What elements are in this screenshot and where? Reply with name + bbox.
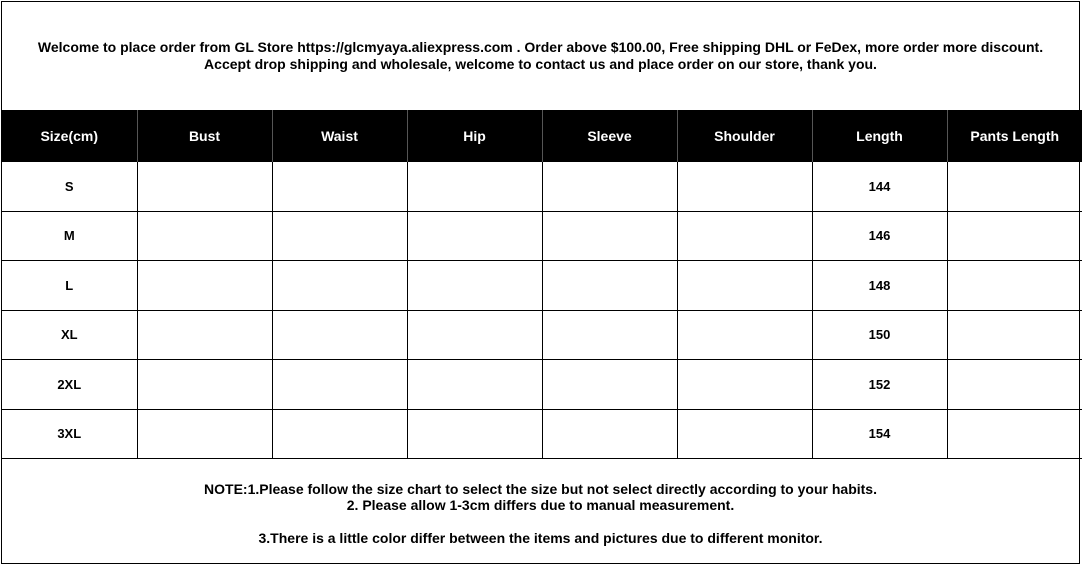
cell-hip: [407, 310, 542, 360]
cell-sleeve: [542, 211, 677, 261]
note-line-2: 2. Please allow 1-3cm differs due to manual measurement.: [346, 497, 735, 513]
table-row: [2, 310, 1082, 360]
header-line-2: Accept drop shipping and wholesale, welcome to contact us and place order on our store, thank you.: [204, 56, 877, 72]
cell-waist: [272, 409, 407, 459]
cell-size: 3XL: [2, 409, 137, 459]
cell-sleeve: [542, 409, 677, 459]
cell-length: 150: [812, 310, 947, 360]
cell-length: 154: [812, 409, 947, 459]
cell-bust: [137, 409, 272, 459]
cell-size: S: [2, 162, 137, 212]
cell-shoulder: [677, 211, 812, 261]
cell-shoulder: [677, 261, 812, 311]
cell-hip: [407, 211, 542, 261]
column-header-bust: Bust: [137, 110, 272, 162]
size-chart-frame: [1, 1, 1080, 564]
cell-bust: [137, 162, 272, 212]
cell-waist: [272, 162, 407, 212]
cell-sleeve: [542, 360, 677, 410]
notes-section: [2, 460, 1079, 564]
column-header-length: Length: [812, 110, 947, 162]
cell-shoulder: [677, 310, 812, 360]
cell-pants-length: [947, 310, 1082, 360]
cell-size: L: [2, 261, 137, 311]
cell-hip: [407, 409, 542, 459]
note-line-1: NOTE:1.Please follow the size chart to select the size but not select directly according to your habits.: [204, 481, 877, 497]
column-header-shoulder: Shoulder: [677, 110, 812, 162]
table-header-row: [2, 110, 1082, 162]
cell-shoulder: [677, 162, 812, 212]
cell-length: 146: [812, 211, 947, 261]
cell-pants-length: [947, 261, 1082, 311]
column-header-pants-length: Pants Length: [947, 110, 1082, 162]
cell-hip: [407, 261, 542, 311]
cell-sleeve: [542, 310, 677, 360]
cell-waist: [272, 211, 407, 261]
cell-hip: [407, 360, 542, 410]
cell-waist: [272, 310, 407, 360]
table-row: [2, 409, 1082, 459]
cell-bust: [137, 211, 272, 261]
cell-size: XL: [2, 310, 137, 360]
cell-bust: [137, 310, 272, 360]
cell-waist: [272, 261, 407, 311]
cell-shoulder: [677, 360, 812, 410]
cell-waist: [272, 360, 407, 410]
column-header-waist: Waist: [272, 110, 407, 162]
cell-sleeve: [542, 162, 677, 212]
table-row: [2, 360, 1082, 410]
table-row: [2, 261, 1082, 311]
cell-length: 144: [812, 162, 947, 212]
table-row: [2, 162, 1082, 212]
store-header: [2, 2, 1079, 110]
cell-pants-length: [947, 162, 1082, 212]
cell-pants-length: [947, 211, 1082, 261]
cell-bust: [137, 261, 272, 311]
cell-bust: [137, 360, 272, 410]
cell-pants-length: [947, 409, 1082, 459]
cell-length: 152: [812, 360, 947, 410]
cell-length: 148: [812, 261, 947, 311]
cell-size: 2XL: [2, 360, 137, 410]
cell-pants-length: [947, 360, 1082, 410]
header-line-1: Welcome to place order from GL Store https://glcmyaya.aliexpress.com . Order above $100.00, Free shipping DHL or FeDex, more order more discount.: [37, 39, 1044, 55]
note-line-3: 3.There is a little color differ between the items and pictures due to different monitor.: [258, 530, 823, 546]
size-table: [2, 110, 1082, 459]
column-header-hip: Hip: [407, 110, 542, 162]
cell-size: M: [2, 211, 137, 261]
table-row: [2, 211, 1082, 261]
column-header-sleeve: Sleeve: [542, 110, 677, 162]
cell-hip: [407, 162, 542, 212]
cell-sleeve: [542, 261, 677, 311]
column-header-size: Size(cm): [2, 110, 137, 162]
cell-shoulder: [677, 409, 812, 459]
